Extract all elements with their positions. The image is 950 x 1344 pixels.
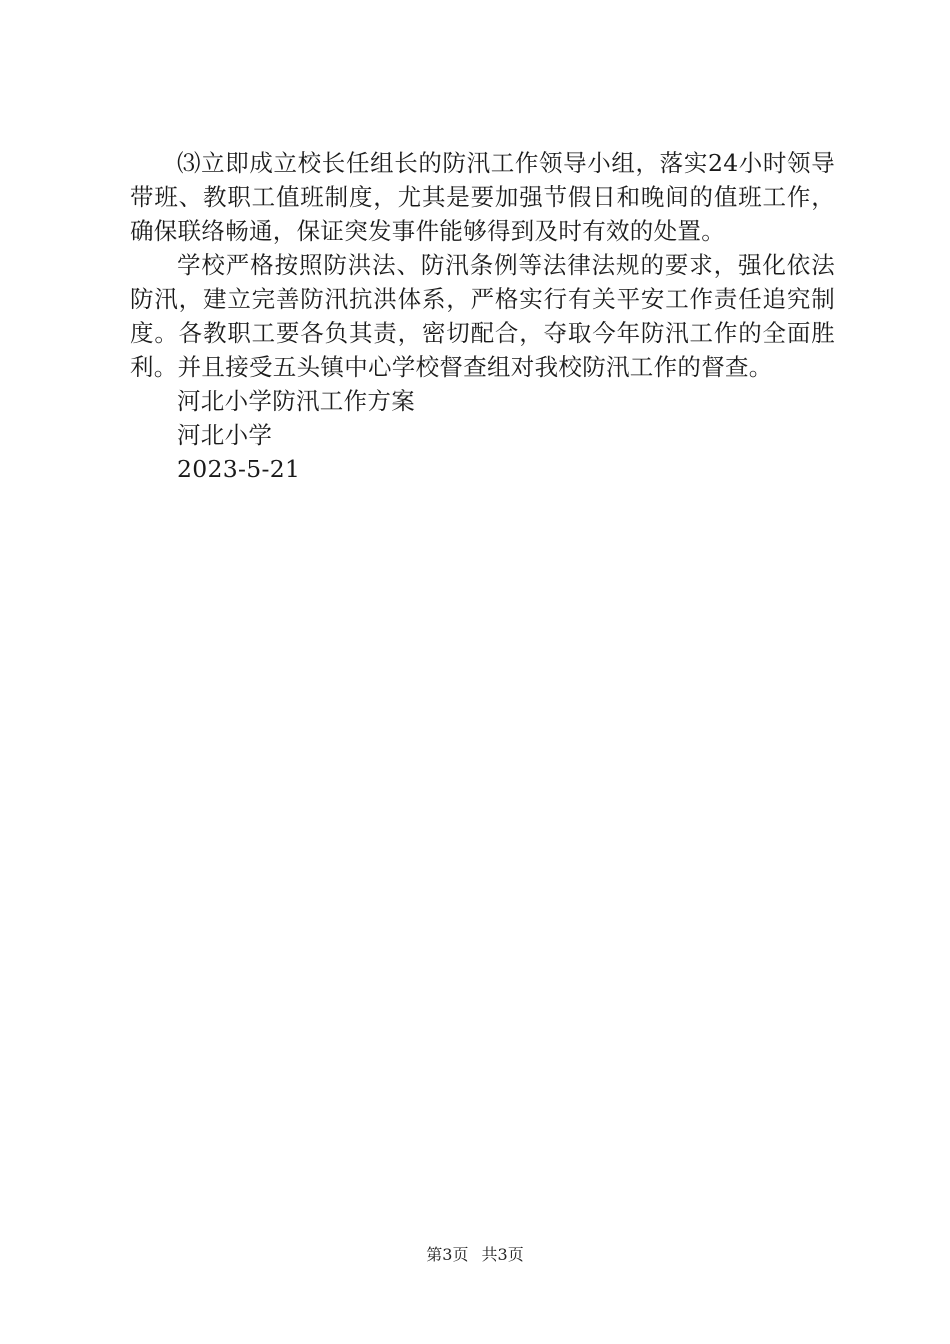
page-number: 第3页	[426, 1245, 469, 1264]
paragraph-duty-system: ⑶立即成立校长任组长的防汛工作领导小组，落实24小时领导带班、教职工值班制度，尤其是要加强节假日和晚间的值班工作，确保联络畅通，保证突发事件能够得到及时有效的处置。	[130, 149, 835, 245]
date-line: 2023-5-21	[177, 455, 301, 483]
document-title-line: 河北小学防汛工作方案	[177, 387, 415, 415]
paragraph-law-compliance: 学校严格按照防洪法、防汛条例等法律法规的要求，强化依法防汛，建立完善防汛抗洪体系，严格实行有关平安工作责任追究制度。各教职工要各负其责，密切配合，夺取今年防汛工作的全面胜利。并且接受五头镇中心学校督查组对我校防汛工作的督查。	[130, 251, 835, 381]
page-total: 共3页	[481, 1245, 524, 1264]
signature-line: 河北小学	[177, 421, 273, 449]
document-body	[130, 146, 835, 486]
page-footer	[0, 1245, 950, 1265]
